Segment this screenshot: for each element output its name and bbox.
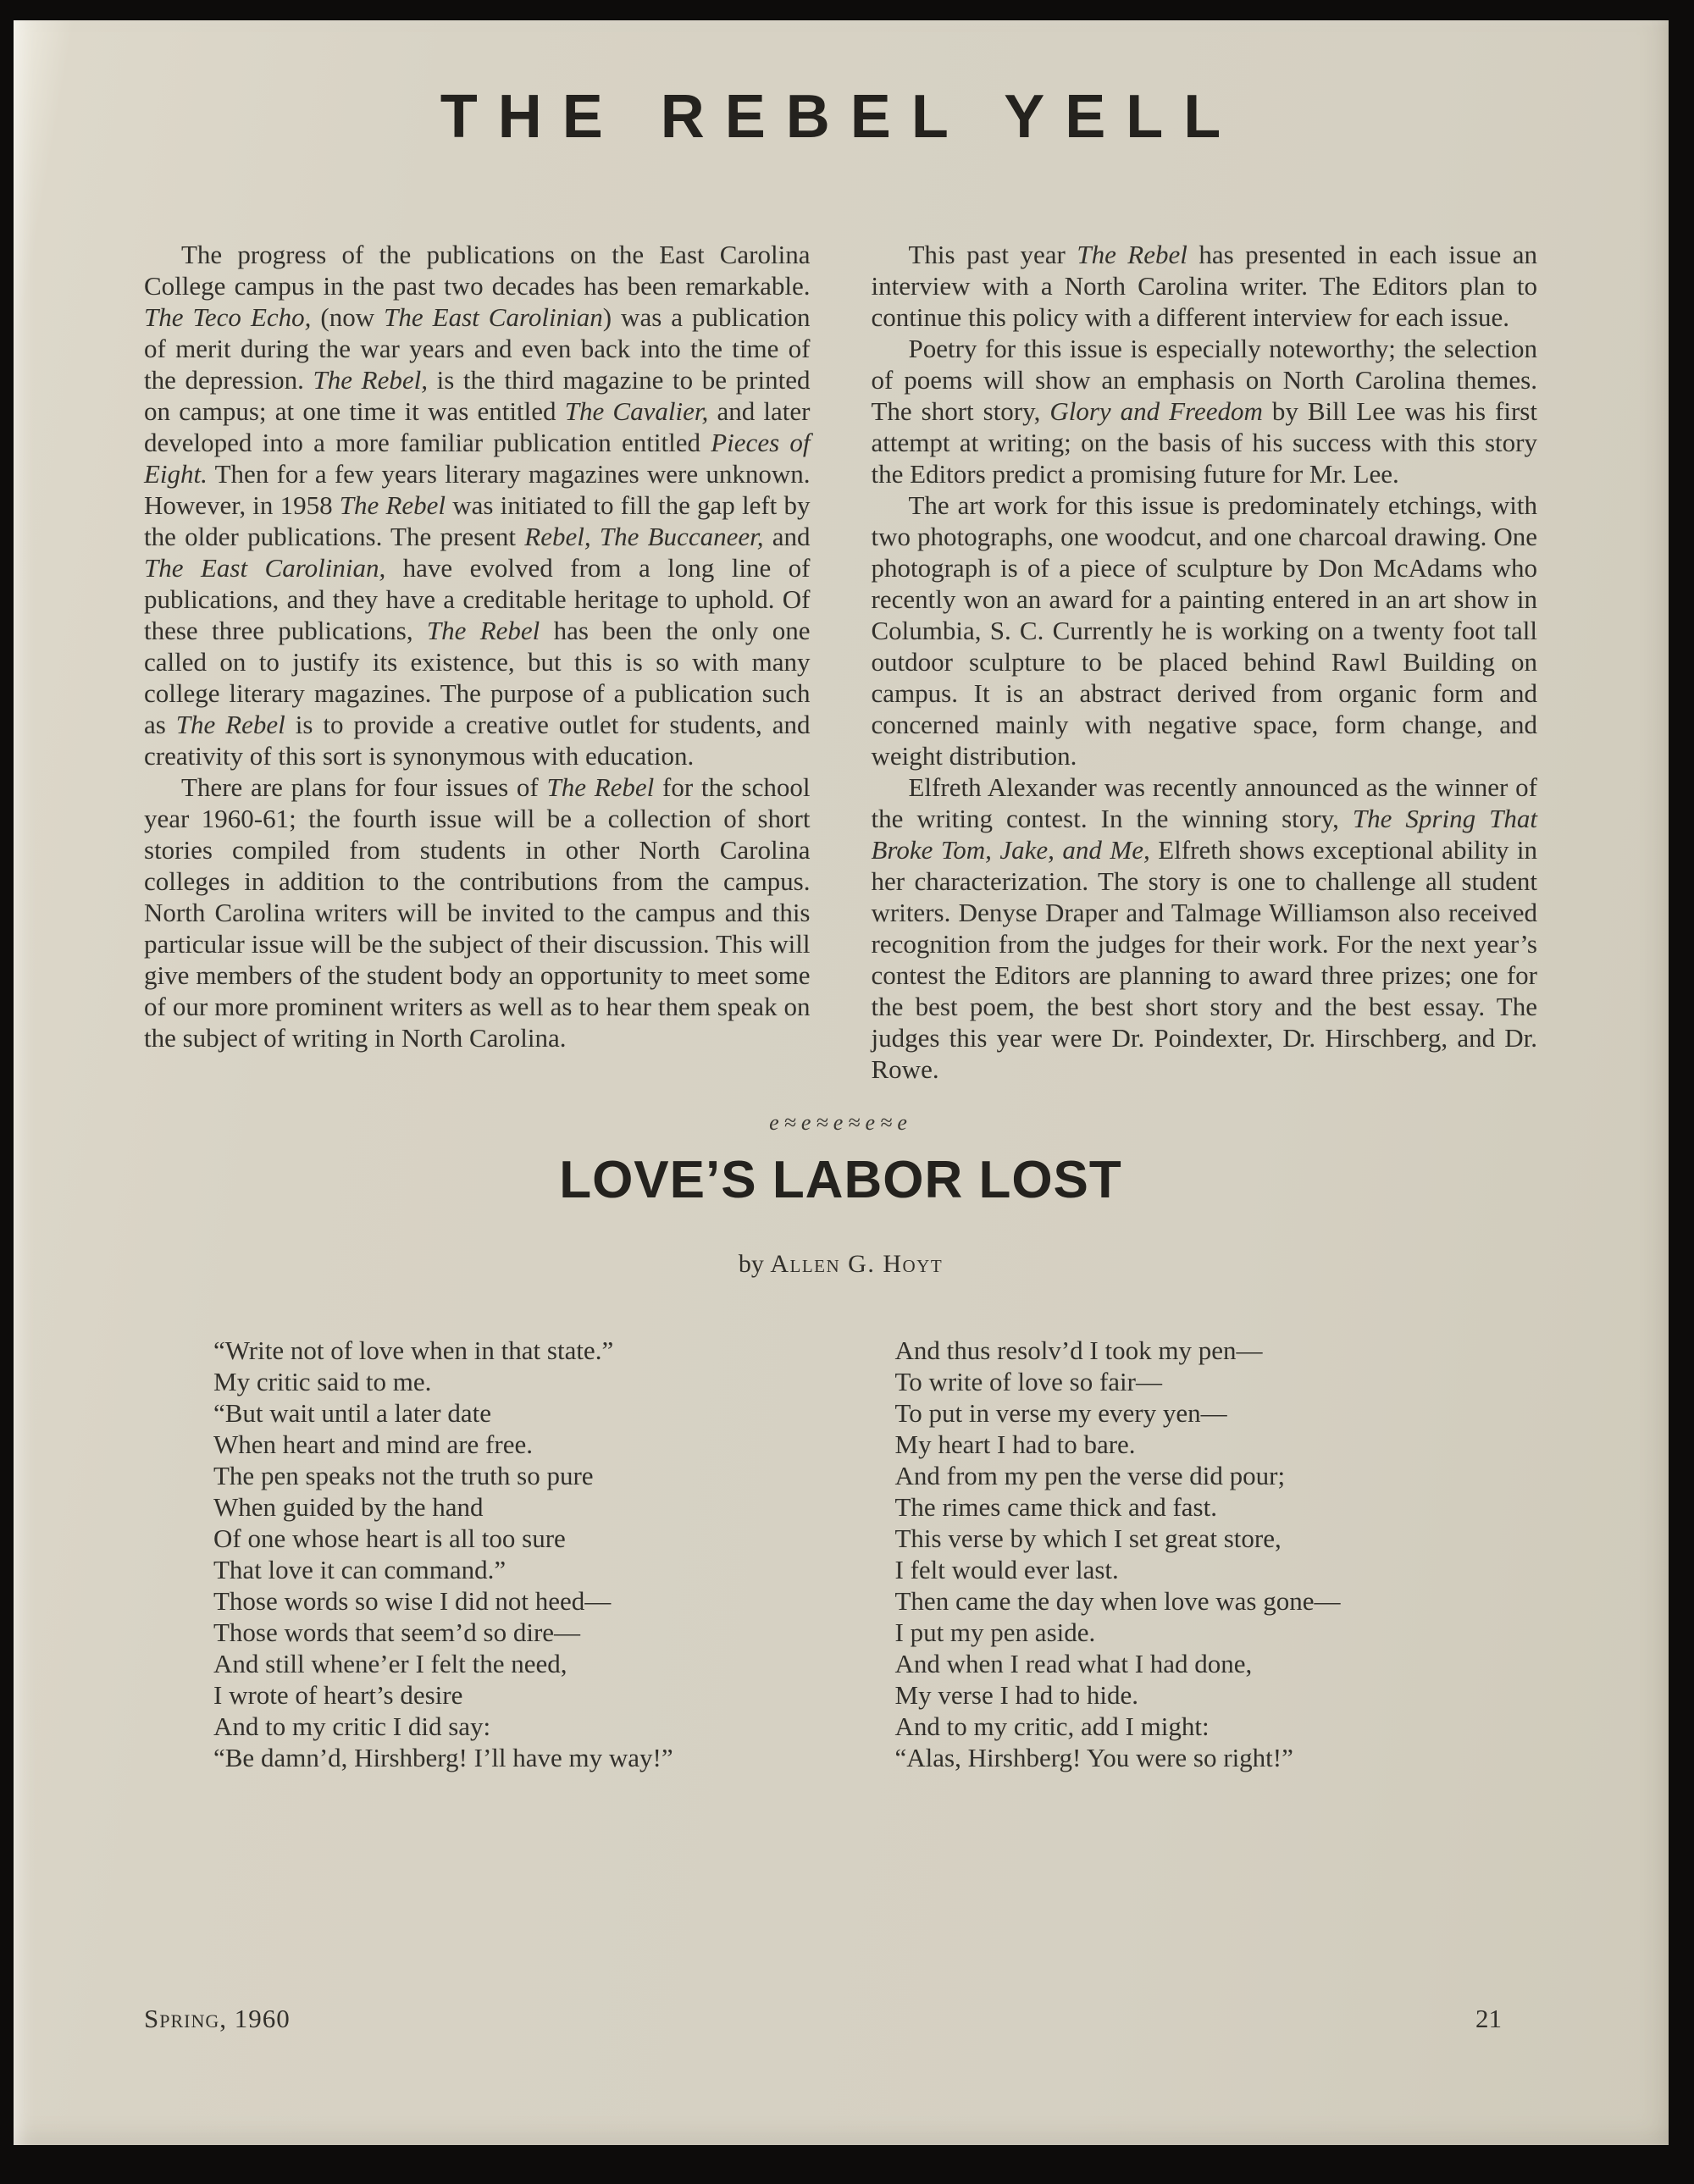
poem-line: And to my critic, add I might: (894, 1711, 1210, 1742)
poem-line: And to my critic I did say: (213, 1711, 491, 1742)
poem-line: This verse by which I set great store, (894, 1523, 1282, 1554)
poem-line: Those words so wise I did not heed— (213, 1586, 612, 1617)
text-run: (now (311, 302, 385, 332)
text-run: Then for a few years literary magazines were unknown. However, in 1958 (144, 459, 811, 520)
poem-line: That love it can command.” (213, 1555, 507, 1585)
italic-run: The Rebel (339, 490, 446, 520)
paragraph (144, 771, 811, 1053)
poem-line: To put in verse my every yen— (894, 1398, 1227, 1429)
text-run: There are plans for four issues of (181, 772, 547, 802)
text-run: The art work for this issue is predominately etchings, with two photographs, one woodcut, and one charcoal drawing. One photograph is of a piece of sculpture by Don McAdams who recently won an award for a painting entered in an art show in Columbia, S. C. Currently he is working on a twenty foot tall outdoor sculpture to be placed behind Rawl Building on campus. It is an abstract derived from organic form and concerned mainly with negative space, form change, and weight distribution. (871, 490, 1537, 771)
italic-run: The Rebel (546, 772, 655, 802)
poem-columns (144, 1335, 1537, 1773)
poem-line: My verse I had to hide. (894, 1680, 1139, 1711)
italic-run: Rebel, The Buccaneer, (524, 522, 764, 551)
poem-byline (144, 1250, 1537, 1279)
editorial-columns (144, 239, 1537, 1085)
text-run: and later developed into a more familiar publication entitled (144, 396, 811, 457)
text-run: ) was a publication of merit during the war years and even back into the time of the depression. (144, 302, 811, 395)
poem-line: To write of love so fair— (894, 1367, 1162, 1397)
italic-run: Glory and Freedom (1049, 396, 1263, 426)
poem-line: “Write not of love when in that state.” (213, 1335, 614, 1366)
poem-column-left (144, 1335, 856, 1773)
paragraph (144, 239, 811, 771)
italic-run: The Spring That Broke Tom, Jake, and Me, (871, 804, 1538, 865)
italic-run: Pieces of Eight. (144, 428, 811, 489)
text-run: has been the only one called on to justify its existence, but this is so with many college literary magazines. The purpose of a publication such as (144, 616, 811, 739)
poem-title: LOVE’S LABOR LOST (559, 1151, 1122, 1209)
poem-line: “Alas, Hirshberg! You were so right!” (894, 1743, 1293, 1773)
text-run: is the third magazine to be printed on campus; at one time it was entitled (144, 365, 811, 426)
footer-issue-date: Spring, 1960 (144, 2004, 291, 2033)
italic-run: The Cavalier, (564, 396, 709, 426)
paper-sheet (14, 20, 1669, 2145)
text-run: and (763, 522, 811, 551)
paragraph (872, 771, 1538, 1085)
page-footer (144, 2004, 1537, 2034)
poem-line: Then came the day when love was gone— (894, 1586, 1341, 1617)
editorial-column-right (872, 239, 1538, 1085)
poem-line: “Be damn’d, Hirshberg! I’ll have my way!” (213, 1743, 673, 1773)
poem-line: Of one whose heart is all too sure (213, 1523, 566, 1554)
italic-run: The Rebel (426, 616, 540, 645)
poem-line: And when I read what I had done, (894, 1649, 1253, 1679)
text-run: have evolved from a long line of publications, and they have a creditable heritage to uphold. Of these three publications, (144, 553, 811, 645)
paragraph (872, 333, 1538, 489)
paragraph (872, 239, 1538, 333)
paragraph (872, 489, 1538, 771)
text-run: is to provide a creative outlet for students, and creativity of this sort is synonymous with education. (144, 710, 811, 771)
poem-line: The pen speaks not the truth so pure (213, 1461, 594, 1491)
poem-line: I put my pen aside. (894, 1617, 1096, 1648)
text-run: This past year (908, 240, 1077, 269)
text-run: The progress of the publications on the East Carolina College campus in the past two decades has been remarkable. (144, 240, 811, 301)
poem-line: The rimes came thick and fast. (894, 1492, 1217, 1523)
text-run: for the school year 1960-61; the fourth issue will be a collection of short stories compiled from students in other North Carolina colleges in addition to the contributions from the campus. North Carolina writers will be invited to the campus and this particular issue will be the subject of their discussion. This will give members of the student body an opportunity to meet some of our more prominent writers as well as to hear them speak on the subject of writing in North Carolina. (144, 772, 811, 1053)
italic-run: The East Carolinian, (144, 553, 386, 583)
poem-line: “But wait until a later date (213, 1398, 491, 1429)
poem-author: Allen G. Hoyt (770, 1250, 944, 1279)
poem-line: When heart and mind are free. (213, 1429, 533, 1460)
text-run: has presented in each issue an interview with a North Carolina writer. The Editors plan to continue this policy with a different interview for each issue. (871, 240, 1537, 332)
poem-line: And from my pen the verse did pour; (894, 1461, 1286, 1491)
poem-line: I felt would ever last. (894, 1555, 1119, 1585)
ornament-divider: e≈e≈e≈e≈e (769, 1110, 912, 1135)
poem-line: When guided by the hand (213, 1492, 484, 1523)
text-run: Elfreth Alexander was recently announced as the winner of the writing contest. In the winning story, (871, 772, 1537, 833)
page-title: THE REBEL YELL (440, 83, 1242, 151)
text-run: by Bill Lee was his first attempt at writing; on the basis of his success with this story the Editors predict a promising future for Mr. Lee. (871, 396, 1537, 489)
poem-line: And still whene’er I felt the need, (213, 1649, 567, 1679)
byline-prefix: by (738, 1250, 771, 1279)
italic-run: The Rebel (175, 710, 285, 739)
poem-line: My critic said to me. (213, 1367, 432, 1397)
italic-run: The Rebel (1077, 240, 1187, 269)
italic-run: The Rebel, (313, 365, 428, 395)
page-content (144, 20, 1537, 1773)
italic-run: The East Carolinian (384, 302, 603, 332)
poem-line: I wrote of heart’s desire (213, 1680, 463, 1711)
editorial-column-left (144, 239, 811, 1085)
text-run: Elfreth shows exceptional ability in her characterization. The story is one to challenge all student writers. Denyse Draper and Talmage Williamson also received recognition from the judges for their work. For the next year’s contest the Editors are planning to award three prizes; one for the best poem, the best short story and the best essay. The judges this year were Dr. Poindexter, Dr. Hirschberg, and Dr. Rowe. (871, 835, 1538, 1084)
poem-line: Those words that seem’d so dire— (213, 1617, 581, 1648)
poem-line: And thus resolv’d I took my pen— (894, 1335, 1263, 1366)
italic-run: The Teco Echo, (144, 302, 312, 332)
text-run: Poetry for this issue is especially noteworthy; the selection of poems will show an emphasis on North Carolina themes. The short story, (871, 334, 1537, 426)
footer-page-number: 21 (1475, 2004, 1502, 2033)
poem-column-right (856, 1335, 1538, 1773)
text-run: was initiated to fill the gap left by the older publications. The present (144, 490, 811, 551)
poem-line: My heart I had to bare. (894, 1429, 1136, 1460)
